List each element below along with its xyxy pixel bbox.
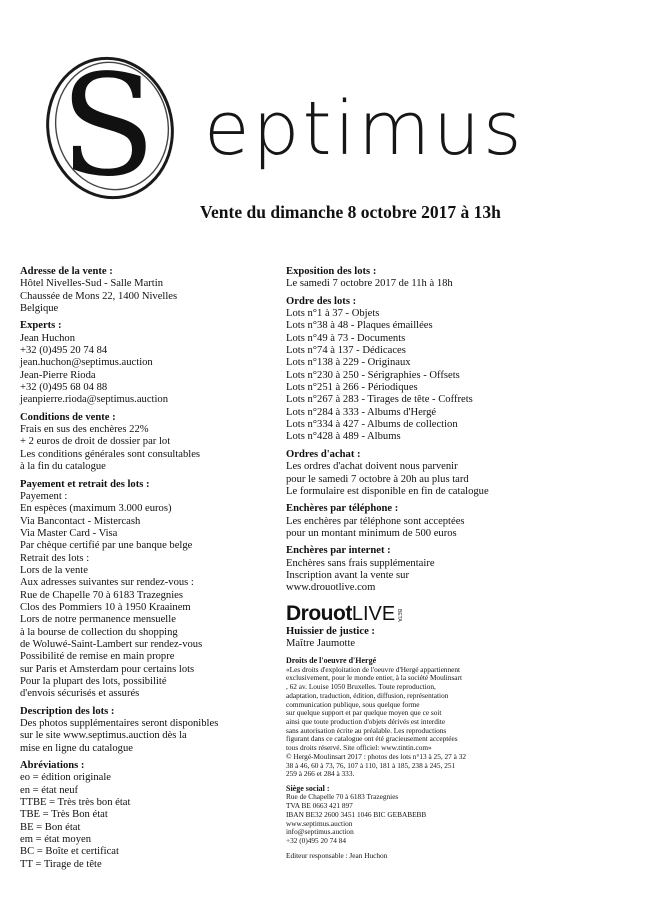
right-column-line: www.drouotlive.com [286,582,376,594]
logo-wordmark: eptimus [204,86,525,172]
right-column [286,266,576,860]
droits-line: , 62 av. Louise 1050 Bruxelles. Toute reproduction, [286,682,436,692]
droits-line: ainsi que toute production d'objets dérivés est interdite [286,717,446,726]
left-column-line: Frais en sus des enchères 22% [20,424,149,436]
sale-date-title: Vente du dimanche 8 octobre 2017 à 13h [200,202,501,222]
editeur-responsable: Editeur responsable : Jean Huchon [286,850,388,860]
droits-line: tous droits réservé. Site officiel: www.tintin.com» [286,743,432,753]
logo-initial: S [60,45,156,208]
left-column-line: Payement : [20,490,68,502]
right-column-line: pour le samedi 7 octobre à 20h au plus tard [286,473,469,485]
left-column-heading: Abréviations : [20,760,85,772]
right-column-heading: Enchères par téléphone : [286,503,399,515]
right-column-line: Lots n°284 à 333 - Albums d'Hergé [286,406,437,418]
right-column-info [286,266,576,595]
siege-line: info@septimus.auction [286,827,354,837]
left-column-line: Lors de la vente [20,564,88,576]
right-column-heading: Exposition des lots : [286,266,377,277]
siege-block [286,784,576,860]
right-column-line: pour un montant minimum de 500 euros [286,527,457,539]
left-column-line: jean.huchon@septimus.auction [20,357,153,369]
right-column-line: Lots n°334 à 427 - Albums de collection [286,419,458,431]
left-column-line: Rue de Chapelle 70 à 6183 Trazegnies [20,589,183,601]
right-column-line: Lots n°74 à 137 - Dédicaces [286,345,406,357]
right-column-line: Le formulaire est disponible en fin de catalogue [286,485,489,497]
left-column-heading: Adresse de la vente : [20,266,113,277]
right-column-line: Lots n°49 à 73 - Documents [286,332,406,344]
siege-line: +32 (0)495 20 74 84 [286,835,347,845]
drouot-logo-live: LIVE [351,602,396,625]
right-column-line: Lots n°251 à 266 - Périodiques [286,382,418,394]
left-column-line: Via Master Card - Visa [20,527,118,539]
droits-block [286,656,576,779]
siege-line: Rue de Chapelle 70 à 6183 Trazegnies [286,792,399,802]
right-column-line: Lots n°267 à 283 - Tirages de tête - Coffrets [286,394,473,406]
left-column-heading: Experts : [20,320,62,332]
droits-line: © Hergé-Moulinsart 2017 : photos des lots n°13 à 25, 27 à 32 [286,751,466,761]
right-column-heading: Ordre des lots : [286,295,357,307]
right-column-line: Lots n°1 à 37 - Objets [286,308,380,320]
left-column-line: Pour la plupart des lots, possibilité [20,676,167,687]
droits-title: Droits de l'oeuvre d'Hergé [286,656,377,666]
left-column-line: jeanpierre.rioda@septimus.auction [20,394,169,406]
left-column-line: Jean Huchon [20,332,76,344]
left-column-line: BE = Bon état [20,821,81,833]
left-column-line: Les conditions générales sont consultables [20,448,201,460]
left-column-line: sur le site www.septimus.auction dès la [20,730,187,742]
left-column-line: mise en ligne du catalogue [20,742,133,754]
left-column-line: TTBE = Très très bon état [20,797,131,809]
left-column-line: Jean-Pierre Rioda [20,369,96,381]
left-column-line: Lors de notre permanence mensuelle [20,614,176,626]
droits-line: figurant dans ce catalogue ont été gracieusement acceptées [286,734,458,744]
right-column-heading: Enchères par internet : [286,545,391,557]
siege-line: TVA BE 0663 421 897 [286,801,353,811]
droits-line: «Les droits d'exploitation de l'oeuvre d'Hergé appartiennent [286,664,461,674]
left-column-line: BC = Boîte et certificat [20,846,119,858]
left-column-line: En espèces (maximum 3.000 euros) [20,503,172,515]
left-column-line: TBE = Très Bon état [20,809,108,821]
left-column-line: à la fin du catalogue [20,461,106,473]
siege-title: Siège social : [286,783,330,793]
right-column-line: Inscription avant la vente sur [286,569,409,581]
right-column-line: Lots n°428 à 489 - Albums [286,431,401,443]
left-column-line: Retrait des lots : [20,552,90,564]
huissier-line: Maître Jaumotte [286,637,356,649]
right-column-line: Lots n°38 à 48 - Plaques émaillées [286,320,433,332]
siege-line: IBAN BE32 2600 3451 1046 BIC GEBABEBB [286,809,427,819]
left-column-line: d'envois sécurisés et assurés [20,688,140,700]
drouot-logo-main: Drouot [286,601,352,625]
left-column-line: à la bourse de collection du shopping [20,626,178,638]
droits-line: 38 à 46, 60 à 73, 76, 107 à 110, 181 à 185, 238 à 245, 251 [286,760,456,770]
left-column-line: eo = édition originale [20,772,111,784]
left-column-line: de Woluwé-Saint-Lambert sur rendez-vous [20,638,203,650]
left-column-line: +32 (0)495 68 04 88 [20,382,108,394]
right-column-line: Enchères sans frais supplémentaire [286,557,435,569]
left-column-line: Possibilité de remise en main propre [20,651,175,663]
right-column-line: Le samedi 7 octobre 2017 de 11h à 18h [286,278,453,290]
droits-line: 259 à 266 et 284 à 333. [286,769,355,779]
left-column-line: + 2 euros de droit de dossier par lot [20,436,171,448]
droits-line: adaptation, traduction, édition, diffusion, représentation [286,690,449,700]
left-column-line: Des photos supplémentaires seront disponibles [20,718,219,730]
left-column-line: Clos des Pommiers 10 à 1950 Kraainem [20,601,191,613]
left-column-heading: Description des lots : [20,705,115,717]
huissier-heading: Huissier de justice : [286,625,375,637]
huissier-block [286,626,576,651]
droits-line: exclusivement, pour le monde entier, à la société Moulinsart [286,673,462,683]
left-column-heading: Payement et retrait des lots : [20,478,150,490]
droits-line: sur quelque support et par quelque moyen que ce soit [286,708,442,718]
right-column-line: Les enchères par téléphone sont acceptées [286,515,465,527]
left-column-line: Hôtel Nivelles-Sud - Salle Martin [20,278,163,290]
droits-line: communication publique, sous quelque forme [286,699,420,709]
left-column-line: +32 (0)495 20 74 84 [20,345,108,357]
drouot-logo-tag: BETA [396,608,403,622]
right-column-line: Lots n°230 à 250 - Sérigraphies - Offsets [286,369,460,381]
septimus-logo-s-icon [28,44,208,214]
left-column-heading: Conditions de vente : [20,411,116,423]
left-column-line: Via Bancontact - Mistercash [20,515,141,527]
droits-line: sans autorisation écrite au préalable. Les reproductions [286,725,447,735]
left-column-line: TT = Tirage de tête [20,858,102,870]
left-column-line: Par chèque certifié par une banque belge [20,540,193,552]
right-column-heading: Ordres d'achat : [286,448,361,460]
left-column-line: Chaussée de Mons 22, 1400 Nivelles [20,290,178,302]
left-column [20,266,282,871]
right-column-line: Lots n°138 à 229 - Originaux [286,357,411,369]
siege-line: www.septimus.auction [286,818,353,828]
left-column-line: Belgique [20,303,59,315]
left-column-line: sur Paris et Amsterdam pour certains lots [20,663,195,675]
left-column-line: Aux adresses suivantes sur rendez-vous : [20,577,194,589]
left-column-line: en = état neuf [20,784,79,796]
drouot-live-logo [286,597,576,624]
left-column-line: em = état moyen [20,834,91,846]
right-column-line: Les ordres d'achat doivent nous parvenir [286,461,458,473]
